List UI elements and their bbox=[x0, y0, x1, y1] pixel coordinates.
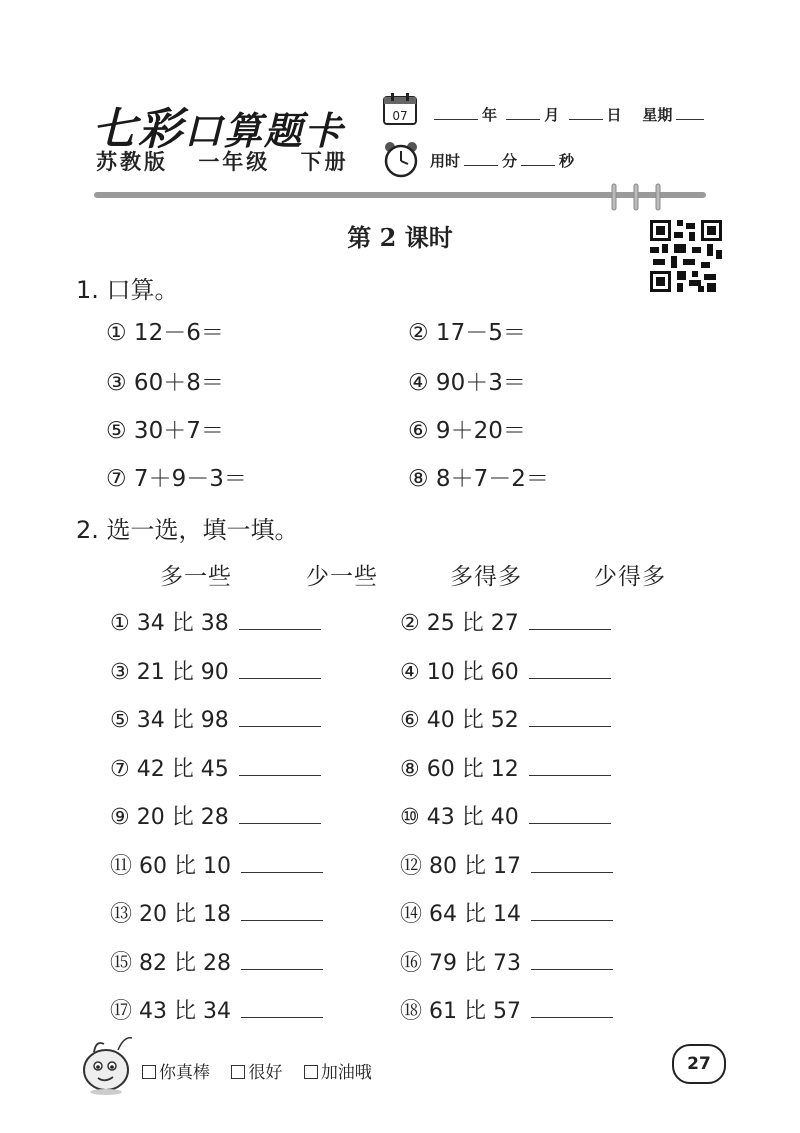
compare-row-1 bbox=[110, 606, 321, 637]
compare-question-17: ⑰ 43 比 34 bbox=[110, 999, 231, 1024]
day-blank[interactable] bbox=[569, 105, 603, 120]
year-label: 年 bbox=[482, 106, 498, 124]
compare-row-8 bbox=[400, 752, 611, 783]
compare-question-13: ⑬ 20 比 18 bbox=[110, 902, 231, 927]
time-used-label: 用时 bbox=[430, 152, 461, 170]
minutes-label: 分 bbox=[502, 152, 518, 170]
date-line bbox=[430, 104, 708, 125]
compare-row-17 bbox=[110, 994, 323, 1025]
seconds-blank[interactable] bbox=[521, 151, 555, 166]
compare-question-12: ⑫ 80 比 17 bbox=[400, 854, 521, 879]
rating-keep-going[interactable]: 加油哦 bbox=[304, 1063, 372, 1083]
compare-question-9: ⑨ 20 比 28 bbox=[110, 805, 229, 830]
compare-row-5 bbox=[110, 703, 321, 734]
option-less-some: 少一些 bbox=[306, 564, 378, 590]
compare-question-3: ③ 21 比 90 bbox=[110, 660, 229, 685]
brand-lead: 七彩 bbox=[92, 104, 184, 155]
option-much-less: 少得多 bbox=[594, 564, 666, 590]
compare-question-16: ⑯ 79 比 73 bbox=[400, 951, 521, 976]
compare-row-4 bbox=[400, 655, 611, 686]
answer-blank-9[interactable] bbox=[239, 805, 321, 824]
compare-row-2 bbox=[400, 606, 611, 637]
answer-blank-6[interactable] bbox=[529, 708, 611, 727]
compare-question-10: ⑩ 43 比 40 bbox=[400, 805, 519, 830]
compare-question-2: ② 25 比 27 bbox=[400, 611, 519, 636]
checkbox-icon[interactable] bbox=[142, 1065, 156, 1079]
lesson-title: 第 2 课时 bbox=[347, 223, 453, 252]
rating-options bbox=[142, 1058, 388, 1083]
compare-question-1: ① 34 比 38 bbox=[110, 611, 229, 636]
compare-question-8: ⑧ 60 比 12 bbox=[400, 757, 519, 782]
compare-row-15 bbox=[110, 946, 323, 977]
month-blank[interactable] bbox=[506, 105, 540, 120]
compare-question-4: ④ 10 比 60 bbox=[400, 660, 519, 685]
answer-blank-1[interactable] bbox=[239, 611, 321, 630]
section1-title: 1. 口算。 bbox=[76, 276, 179, 304]
answer-blank-2[interactable] bbox=[529, 611, 611, 630]
compare-row-13 bbox=[110, 897, 323, 928]
calc-question-1: ① 12－6＝ bbox=[106, 320, 224, 346]
volume-label: 下册 bbox=[300, 150, 349, 174]
answer-blank-5[interactable] bbox=[239, 708, 321, 727]
calc-question-8: ⑧ 8＋7－2＝ bbox=[408, 466, 549, 492]
answer-blank-14[interactable] bbox=[531, 902, 613, 921]
answer-blank-4[interactable] bbox=[529, 660, 611, 679]
answer-blank-3[interactable] bbox=[239, 660, 321, 679]
compare-question-7: ⑦ 42 比 45 bbox=[110, 757, 229, 782]
brand-rest: 口算题卡 bbox=[184, 108, 345, 153]
answer-blank-15[interactable] bbox=[241, 951, 323, 970]
calc-question-4: ④ 90＋3＝ bbox=[408, 370, 526, 396]
compare-question-15: ⑮ 82 比 28 bbox=[110, 951, 231, 976]
answer-blank-16[interactable] bbox=[531, 951, 613, 970]
compare-question-5: ⑤ 34 比 98 bbox=[110, 708, 229, 733]
clock-icon bbox=[382, 140, 420, 178]
option-much-more: 多得多 bbox=[450, 564, 522, 590]
answer-blank-10[interactable] bbox=[529, 805, 611, 824]
compare-question-14: ⑭ 64 比 14 bbox=[400, 902, 521, 927]
minutes-blank[interactable] bbox=[464, 151, 498, 166]
seconds-label: 秒 bbox=[559, 152, 575, 170]
option-more-some: 多一些 bbox=[160, 564, 232, 590]
answer-blank-7[interactable] bbox=[239, 757, 321, 776]
compare-row-18 bbox=[400, 994, 613, 1025]
calc-question-7: ⑦ 7＋9－3＝ bbox=[106, 466, 247, 492]
compare-row-6 bbox=[400, 703, 611, 734]
calc-question-2: ② 17－5＝ bbox=[408, 320, 526, 346]
calc-question-3: ③ 60＋8＝ bbox=[106, 370, 224, 396]
compare-question-6: ⑥ 40 比 52 bbox=[400, 708, 519, 733]
mascot-icon bbox=[76, 1030, 136, 1096]
weekday-label: 星期 bbox=[642, 106, 673, 124]
rating-good[interactable]: 很好 bbox=[231, 1063, 282, 1083]
subtitle bbox=[96, 146, 369, 176]
compare-row-12 bbox=[400, 849, 613, 880]
compare-question-11: ⑪ 60 比 10 bbox=[110, 854, 231, 879]
compare-question-18: ⑱ 61 比 57 bbox=[400, 999, 521, 1024]
answer-blank-11[interactable] bbox=[241, 854, 323, 873]
answer-blank-12[interactable] bbox=[531, 854, 613, 873]
compare-row-16 bbox=[400, 946, 613, 977]
checkbox-icon[interactable] bbox=[304, 1065, 318, 1079]
qr-code-icon[interactable] bbox=[650, 220, 722, 292]
binder-rings-icon bbox=[606, 182, 666, 212]
rating-great[interactable]: 你真棒 bbox=[142, 1063, 210, 1083]
compare-row-11 bbox=[110, 849, 323, 880]
checkbox-icon[interactable] bbox=[231, 1065, 245, 1079]
calc-question-6: ⑥ 9＋20＝ bbox=[408, 418, 526, 444]
calendar-number: 07 bbox=[392, 109, 408, 123]
time-line bbox=[430, 150, 574, 171]
compare-row-10 bbox=[400, 800, 611, 831]
compare-row-9 bbox=[110, 800, 321, 831]
page-number: 27 bbox=[672, 1044, 726, 1084]
weekday-blank[interactable] bbox=[676, 105, 704, 120]
edition-label: 苏教版 bbox=[96, 150, 168, 174]
month-label: 月 bbox=[544, 106, 560, 124]
section2-title: 2. 选一选，填一填。 bbox=[76, 516, 299, 544]
calendar-icon bbox=[382, 92, 418, 126]
day-label: 日 bbox=[606, 106, 622, 124]
answer-blank-13[interactable] bbox=[241, 902, 323, 921]
compare-row-7 bbox=[110, 752, 321, 783]
compare-row-14 bbox=[400, 897, 613, 928]
calc-question-5: ⑤ 30＋7＝ bbox=[106, 418, 224, 444]
compare-row-3 bbox=[110, 655, 321, 686]
grade-label: 一年级 bbox=[198, 150, 271, 174]
answer-blank-18[interactable] bbox=[531, 999, 613, 1018]
year-blank[interactable] bbox=[434, 105, 478, 120]
answer-blank-17[interactable] bbox=[241, 999, 323, 1018]
answer-blank-8[interactable] bbox=[529, 757, 611, 776]
